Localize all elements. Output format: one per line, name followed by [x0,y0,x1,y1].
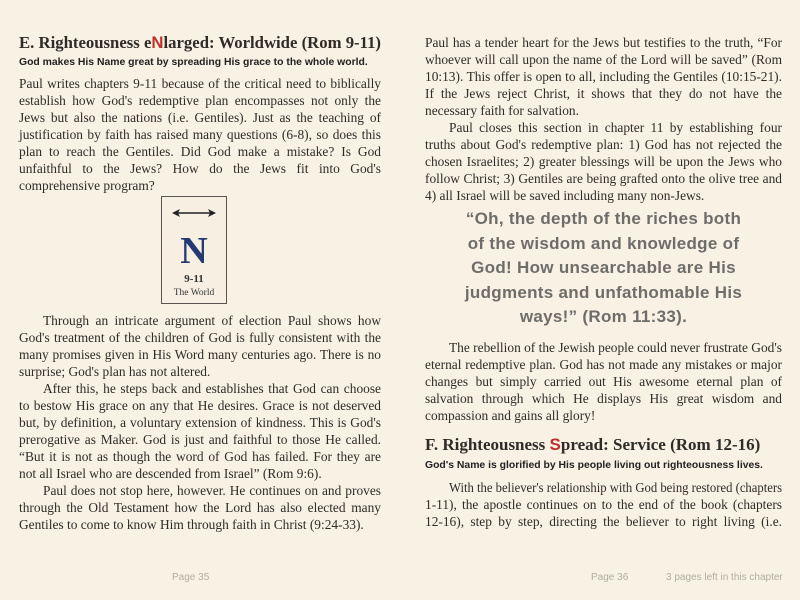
text-line [425,390,782,407]
text-line-content: 10:13). This offer is open to all, including the Gentiles (10:15-21). [425,69,782,84]
text-line-content: whoever will call upon the name of the Lord will be saved” (Rom [425,52,782,67]
text-line-content: 4) all Israel will be saved including many non-Jews. [425,188,705,203]
text-line [425,513,782,530]
subtitle-text: God makes His Name great by spreading His grace to the whole world. [19,57,368,68]
heading-highlight-letter: S [549,435,561,454]
text-line-content: God's treatment of the children of God is fully consistent with the [19,330,381,345]
paragraph-group [425,34,782,204]
text-line-content: compassion and gains all glory! [425,408,596,423]
text-line [425,102,782,119]
text-line-content: establish how God's redemptive plan encompasses not only the [19,93,381,108]
page-number: Page 36 [591,572,629,583]
text-line-content: salvation through which He displays His great wisdom and [425,391,782,406]
text-line-content: eternal redemptive plan. God has not made any mistakes or major [425,357,782,372]
text-line-content: necessary faith for salvation. [425,103,579,118]
right-page [425,0,782,600]
text-line [19,414,381,431]
text-line-content: but, by definition, a voluntary extension of kindness. This is God's [19,415,381,430]
text-line-content: surprise; God's plan has not altered. [19,364,211,379]
paragraph [19,380,381,482]
text-line-content: Paul writes chapters 9-11 because of the critical need to biblically [19,76,381,91]
paragraph [19,312,381,380]
text-line [19,465,381,482]
text-line-content: If the Jews reject Christ, it shows that they do not have the [425,86,782,101]
quote-line: ways!” (Rom 11:33). [519,307,688,326]
text-line [425,373,782,390]
left-page [19,0,381,600]
text-line-content: Gentiles to come to know Him through faith in Christ (9:24-33). [19,517,364,532]
text-line-content: justification by faith has raised many questions (6-8), so does this [19,127,381,142]
text-line-content: “But it is not as though the word of God has failed. For they are [19,449,381,464]
text-line [425,479,782,496]
pull-quote [425,207,782,330]
paragraph [425,479,782,530]
pages-left-indicator: 3 pages left in this chapter [666,572,783,583]
paragraph-group [19,312,381,533]
text-line-content: plan to reach the Gentiles. Did God make a mistake? Is God [19,144,381,159]
text-line [425,496,782,513]
text-line-content: Paul has a tender heart for the Jews but testifies to the truth, “For [425,35,782,50]
figure-letter: N [180,230,208,272]
text-line-content: With the believer's relationship with God being restored (chapters [449,480,783,495]
figure-range: 9-11 [184,273,204,285]
text-line-content: unfaithful to the Jews? How do the Jews fit into God's [19,161,381,176]
text-line [19,75,381,92]
text-line [19,109,381,126]
subtitle-text: God's Name is glorified by His people living out righteousness lives. [425,460,763,471]
text-line [425,34,782,51]
text-line [19,346,381,363]
page-number: Page 35 [172,572,210,583]
section-subtitle [425,459,782,473]
section-heading-f [425,435,782,455]
heading-highlight-letter: N [151,33,164,52]
quote-line: “Oh, the depth of the riches both [465,209,742,228]
text-line-content: to bestow His grace on any that He desires. Grace is not deserved [19,398,381,413]
text-line [19,499,381,516]
text-line-content: Through an intricate argument of election Paul shows how [43,313,381,328]
text-line-content: follow Christ; 3) Gentiles are being grafted onto the olive tree and [425,171,782,186]
text-line [19,448,381,465]
paragraph-group [425,339,782,424]
text-line [425,85,782,102]
text-line-content: The rebellion of the Jewish people could never frustrate God's [449,340,782,355]
heading-text: E. Righteousness e [19,33,152,52]
text-line [19,126,381,143]
text-line [425,356,782,373]
paragraph [425,34,782,119]
figure-caption: The World [173,288,215,298]
text-line-content: prerogative as Maker. God is just and faithful to those He called. [19,432,381,447]
text-line-content: chosen Israelites; 2) greater blessings will be upon the Jews who [425,154,782,169]
quote-line: of the wisdom and knowledge of [467,233,740,253]
quote-line: God! How unsearchable are His [471,258,736,277]
text-line-content: many promises given in His Word many centuries ago. There is no [19,347,381,362]
text-line-content: not all Israel who are descended from Israel” (Rom 9:6). [19,466,322,481]
heading-text: F. Righteousness [425,435,550,454]
text-line-content: changes but simply carried out His awesome eternal plan of [425,374,782,389]
text-line-content: 1-11), the apostle continues on to the end of the book (chapters [425,497,782,512]
text-line [19,160,381,177]
heading-text: pread: Service (Rom 12-16) [560,435,761,454]
text-line [19,380,381,397]
text-line-content: truths about God's redemptive plan: 1) God has not rejected the [425,137,782,152]
text-line-content: Paul closes this section in chapter 11 by establishing four [449,120,782,135]
text-line-content: comprehensive program? [19,178,155,193]
paragraph [425,119,782,204]
text-line [425,153,782,170]
text-line [19,177,381,194]
text-line [425,68,782,85]
text-line [425,51,782,68]
text-line [425,136,782,153]
text-line [425,407,782,424]
double-arrow-icon [172,208,216,218]
heading-content [19,33,381,53]
quote-line: judgments and unfathomable His [464,282,743,302]
heading-content [425,435,760,454]
text-line-content: Jews but also the nations (i.e. Gentiles). Just as the teaching of [19,110,381,125]
text-line-content: through the Old Testament how the Lord has also elected many [19,500,381,515]
text-line [425,187,782,204]
text-line [19,329,381,346]
section-heading-e [19,33,381,53]
text-line [19,431,381,448]
text-line [425,170,782,187]
section-subtitle [19,56,381,70]
text-line [19,143,381,160]
text-line [425,119,782,136]
chapter-figure [161,196,227,304]
text-line [19,92,381,109]
text-line [19,312,381,329]
text-line [19,397,381,414]
heading-text: larged: Worldwide (Rom 9-11) [163,33,382,52]
paragraph [19,75,381,194]
text-line-content: After this, he steps back and establishes that God can choose [43,381,381,396]
text-line [19,363,381,380]
text-line [19,482,381,499]
text-line-content: 12-16), step by step, directing the believer to right living (i.e. [425,514,782,529]
text-line [425,339,782,356]
text-line [19,516,381,533]
text-line-content: Paul does not stop here, however. He continues on and proves [43,483,381,498]
paragraph [19,482,381,533]
